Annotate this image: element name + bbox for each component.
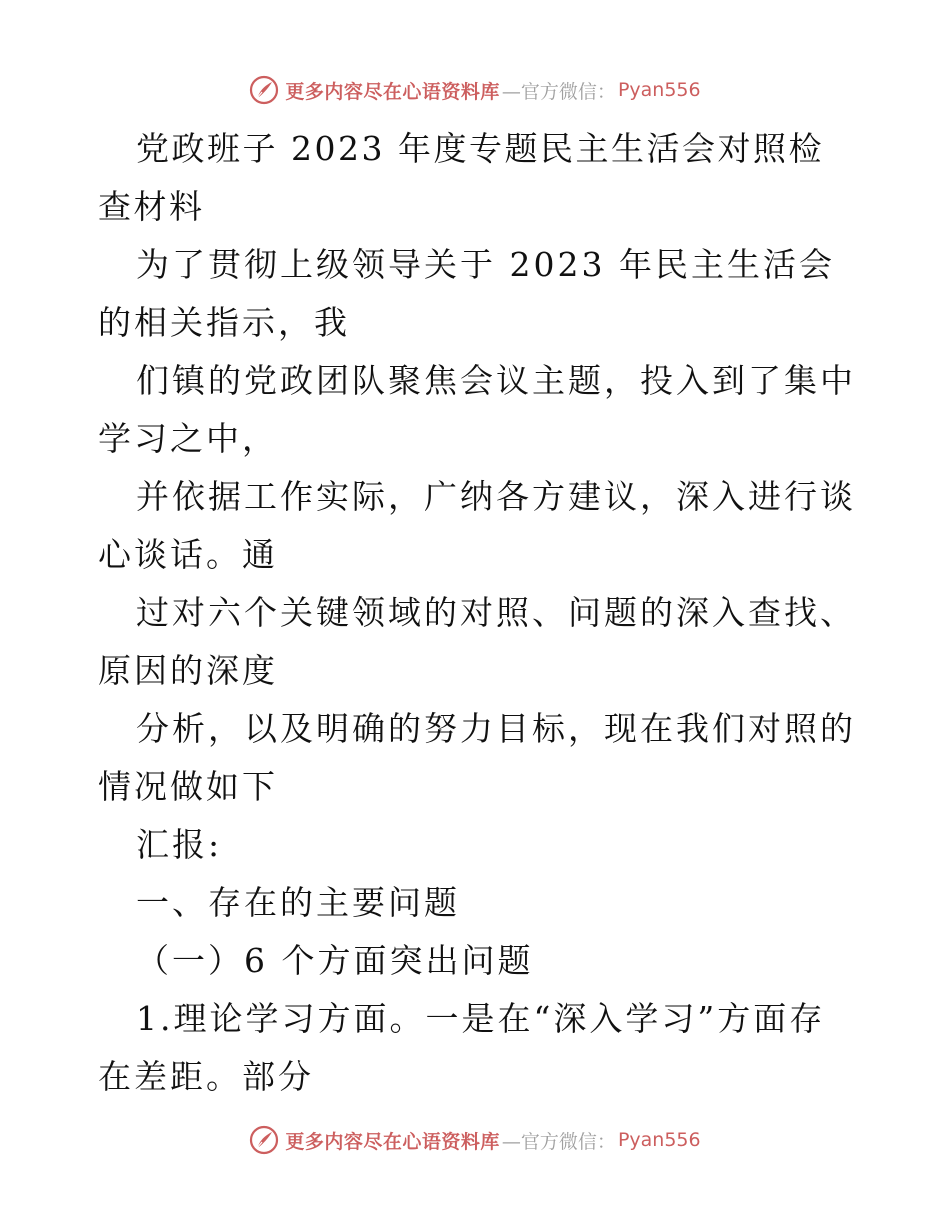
paragraph-7: 1.理论学习方面。一是在“深入学习”方面存在差距。部分	[98, 999, 826, 1096]
subsection-heading-1: （一）6 个方面突出问题	[136, 941, 534, 980]
watermark-official: —官方微信：	[501, 80, 616, 103]
header-watermark	[0, 70, 950, 110]
feather-pen-circle-icon	[249, 1125, 279, 1155]
watermark-brand: 更多内容尽在心语资料库	[285, 1130, 500, 1153]
document-body	[98, 120, 858, 1106]
footer-watermark	[0, 1120, 950, 1160]
watermark-id: Pyan556	[617, 79, 701, 101]
watermark-official: —官方微信：	[501, 1130, 616, 1153]
paragraph-6: 汇报:	[136, 825, 223, 864]
paragraph-1: 为了贯彻上级领导关于 2023 年民主生活会的相关指示，我	[98, 245, 835, 342]
section-heading-1: 一、存在的主要问题	[136, 883, 460, 922]
feather-pen-circle-icon	[249, 75, 279, 105]
paragraph-5: 分析，以及明确的努力目标，现在我们对照的情况做如下	[98, 709, 856, 806]
watermark-brand: 更多内容尽在心语资料库	[285, 80, 500, 103]
paragraph-3: 并依据工作实际，广纳各方建议，深入进行谈心谈话。通	[98, 477, 856, 574]
watermark-id: Pyan556	[617, 1129, 701, 1151]
document-title: 党政班子 2023 年度专题民主生活会对照检查材料	[98, 129, 824, 226]
paragraph-4: 过对六个关键领域的对照、问题的深入查找、原因的深度	[98, 593, 856, 690]
paragraph-2: 们镇的党政团队聚焦会议主题，投入到了集中学习之中，	[98, 361, 856, 458]
